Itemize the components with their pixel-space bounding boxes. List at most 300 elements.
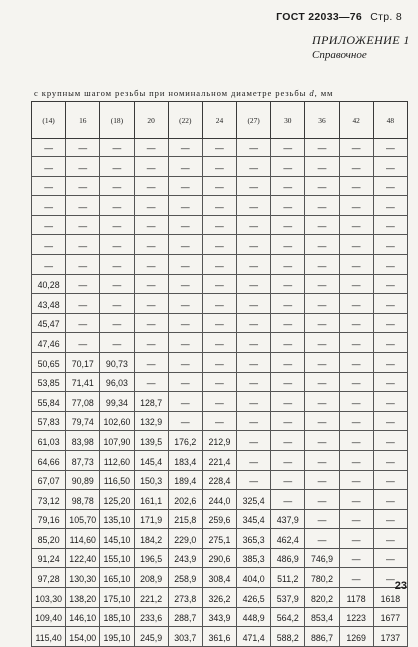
table-cell: 1269 (339, 627, 373, 647)
thread-data-table (31, 101, 408, 647)
table-cell: 145,4 (134, 450, 168, 470)
table-cell: — (305, 509, 339, 529)
table-row (32, 529, 408, 549)
page-number: 23 (394, 580, 407, 592)
table-cell: 326,2 (202, 588, 236, 608)
table-cell: — (32, 139, 66, 157)
table-cell: 215,8 (168, 509, 202, 529)
table-cell: — (66, 215, 100, 235)
table-cell: 184,2 (134, 529, 168, 549)
table-cell: 40,28 (32, 274, 66, 294)
table-cell: — (339, 431, 373, 451)
table-cell: — (339, 372, 373, 392)
caption-unit: , мм (314, 88, 334, 98)
table-cell: — (339, 509, 373, 529)
table-cell: — (339, 313, 373, 333)
table-cell: 176,2 (168, 431, 202, 451)
table-cell: 114,60 (66, 529, 100, 549)
table-cell: — (237, 392, 271, 412)
table-cell: — (305, 215, 339, 235)
table-cell: — (339, 548, 373, 568)
table-cell: — (66, 235, 100, 255)
table-cell: 1737 (373, 627, 407, 647)
column-header: (14) (32, 102, 66, 139)
table-cell: — (202, 235, 236, 255)
table-row (32, 588, 408, 608)
table-cell: — (373, 333, 407, 353)
table-cell: 175,10 (100, 588, 134, 608)
table-cell: 212,9 (202, 431, 236, 451)
table-cell: — (339, 294, 373, 314)
table-cell: 471,4 (237, 627, 271, 647)
table-cell: — (339, 411, 373, 431)
table-cell: — (339, 490, 373, 510)
appendix-heading (312, 33, 410, 61)
table-cell: 138,20 (66, 588, 100, 608)
table-cell: 746,9 (305, 548, 339, 568)
table-cell: — (202, 254, 236, 274)
table-cell: 96,03 (100, 372, 134, 392)
table-cell: 448,9 (237, 607, 271, 627)
table-cell: 185,10 (100, 607, 134, 627)
table-cell: — (100, 196, 134, 216)
table-cell: — (305, 313, 339, 333)
table-cell: 125,20 (100, 490, 134, 510)
table-cell: — (271, 490, 305, 510)
table-cell: — (100, 157, 134, 177)
table-cell: — (134, 333, 168, 353)
column-header: 42 (339, 102, 373, 139)
table-cell: 1223 (339, 607, 373, 627)
table-cell: — (305, 392, 339, 412)
table-cell: — (237, 352, 271, 372)
table-cell: 53,85 (32, 372, 66, 392)
table-row (32, 215, 408, 235)
appendix-title: ПРИЛОЖЕНИЕ 1 (312, 33, 410, 47)
table-cell: — (66, 333, 100, 353)
table-cell: 146,10 (66, 607, 100, 627)
table-cell: — (100, 333, 134, 353)
table-cell: — (100, 139, 134, 157)
table-cell: — (134, 196, 168, 216)
table-cell: — (168, 392, 202, 412)
table-cell: 128,7 (134, 392, 168, 412)
table-cell: — (66, 196, 100, 216)
table-cell: — (66, 157, 100, 177)
table-row (32, 313, 408, 333)
table-cell: 243,9 (168, 548, 202, 568)
table-cell: — (237, 450, 271, 470)
table-cell: — (373, 372, 407, 392)
table-cell: — (373, 215, 407, 235)
table-cell: — (66, 294, 100, 314)
table-cell: 97,28 (32, 568, 66, 588)
table-cell: 115,40 (32, 627, 66, 647)
table-cell: 109,40 (32, 607, 66, 627)
table-cell: 55,84 (32, 392, 66, 412)
table-cell: 98,78 (66, 490, 100, 510)
table-row (32, 490, 408, 510)
table-row (32, 411, 408, 431)
table-cell: — (134, 313, 168, 333)
table-cell: 130,30 (66, 568, 100, 588)
table-cell: 288,7 (168, 607, 202, 627)
table-cell: 385,3 (237, 548, 271, 568)
table-cell: 290,6 (202, 548, 236, 568)
table-cell: 564,2 (271, 607, 305, 627)
table-cell: 221,4 (202, 450, 236, 470)
table-row (32, 235, 408, 255)
table-cell: — (373, 176, 407, 196)
table-cell: 107,90 (100, 431, 134, 451)
table-cell: 122,40 (66, 548, 100, 568)
table-cell: — (271, 254, 305, 274)
table-cell: 61,03 (32, 431, 66, 451)
table-cell: 437,9 (271, 509, 305, 529)
caption-symbol: d (309, 88, 315, 98)
table-cell: — (271, 333, 305, 353)
table-cell: 189,4 (168, 470, 202, 490)
table-cell: — (339, 235, 373, 255)
table-cell: — (305, 176, 339, 196)
table-cell: — (100, 235, 134, 255)
table-cell: 105,70 (66, 509, 100, 529)
table-cell: — (373, 235, 407, 255)
table-cell: — (305, 274, 339, 294)
table-cell: — (271, 196, 305, 216)
table-cell: — (32, 176, 66, 196)
table-cell: — (168, 372, 202, 392)
table-cell: — (305, 490, 339, 510)
table-cell: — (202, 411, 236, 431)
table-cell: — (305, 470, 339, 490)
table-cell: 1178 (339, 588, 373, 608)
table-cell: — (32, 157, 66, 177)
table-cell: — (66, 176, 100, 196)
table-cell: — (237, 411, 271, 431)
table-cell: 87,73 (66, 450, 100, 470)
table-cell: — (373, 196, 407, 216)
page-label: Стр. 8 (370, 11, 402, 23)
table-cell: 99,34 (100, 392, 134, 412)
table-cell: 343,9 (202, 607, 236, 627)
table-cell: 83,98 (66, 431, 100, 451)
table-cell: — (32, 235, 66, 255)
table-cell: — (339, 157, 373, 177)
table-cell: 233,6 (134, 607, 168, 627)
table-cell: 228,4 (202, 470, 236, 490)
table-cell: — (373, 313, 407, 333)
table-cell: 45,47 (32, 313, 66, 333)
table-cell: 77,08 (66, 392, 100, 412)
table-cell: — (271, 139, 305, 157)
table-cell: 345,4 (237, 509, 271, 529)
table-cell: — (100, 274, 134, 294)
table-cell: — (237, 431, 271, 451)
table-cell: — (168, 196, 202, 216)
table-cell: 195,10 (100, 627, 134, 647)
table-cell: — (339, 215, 373, 235)
table-row (32, 254, 408, 274)
table-cell: — (373, 568, 407, 588)
table-cell: — (339, 254, 373, 274)
table-cell: — (202, 274, 236, 294)
table-cell: — (168, 411, 202, 431)
table-cell: 183,4 (168, 450, 202, 470)
table-cell: — (271, 294, 305, 314)
table-header-row (32, 102, 408, 139)
table-row (32, 333, 408, 353)
table-cell: — (339, 529, 373, 549)
table-cell: — (339, 176, 373, 196)
table-cell: — (134, 235, 168, 255)
table-row (32, 627, 408, 647)
table-cell: 154,00 (66, 627, 100, 647)
table-cell: — (373, 431, 407, 451)
table-cell: — (134, 372, 168, 392)
table-cell: — (168, 139, 202, 157)
table-cell: — (305, 139, 339, 157)
table-cell: — (339, 196, 373, 216)
table-cell: 820,2 (305, 588, 339, 608)
table-cell: — (134, 215, 168, 235)
table-cell: — (168, 254, 202, 274)
table-cell: — (202, 392, 236, 412)
table-cell: — (339, 470, 373, 490)
table-cell: — (237, 196, 271, 216)
table-cell: — (237, 157, 271, 177)
table-cell: — (168, 352, 202, 372)
table-cell: 91,24 (32, 548, 66, 568)
table-cell: 64,66 (32, 450, 66, 470)
table-cell: 208,9 (134, 568, 168, 588)
table-cell: — (134, 176, 168, 196)
table-cell: — (271, 450, 305, 470)
table-cell: 90,73 (100, 352, 134, 372)
table-cell: — (271, 352, 305, 372)
table-cell: 47,46 (32, 333, 66, 353)
table-cell: 165,10 (100, 568, 134, 588)
table-cell: — (237, 235, 271, 255)
table-cell: 259,6 (202, 509, 236, 529)
column-header: 20 (134, 102, 168, 139)
table-cell: 273,8 (168, 588, 202, 608)
table-cell: 258,9 (168, 568, 202, 588)
table-cell: — (373, 294, 407, 314)
table-cell: 145,10 (100, 529, 134, 549)
table-cell: — (373, 411, 407, 431)
table-cell: — (237, 176, 271, 196)
table-cell: 244,0 (202, 490, 236, 510)
table-cell: — (237, 254, 271, 274)
table-cell: 426,5 (237, 588, 271, 608)
table-cell: — (271, 215, 305, 235)
table-cell: — (305, 235, 339, 255)
table-cell: 70,17 (66, 352, 100, 372)
table-cell: — (271, 411, 305, 431)
appendix-subtitle: Справочное (312, 49, 367, 61)
table-row (32, 392, 408, 412)
table-cell: — (271, 235, 305, 255)
table-cell: — (373, 548, 407, 568)
table-cell: — (373, 254, 407, 274)
table-cell: 79,74 (66, 411, 100, 431)
table-row (32, 294, 408, 314)
table-cell: — (271, 431, 305, 451)
table-row (32, 450, 408, 470)
table-cell: — (339, 352, 373, 372)
table-cell: — (271, 372, 305, 392)
table-cell: — (100, 294, 134, 314)
table-cell: — (168, 215, 202, 235)
table-cell: — (237, 139, 271, 157)
table-cell: — (237, 294, 271, 314)
column-header: (18) (100, 102, 134, 139)
column-header: 36 (305, 102, 339, 139)
table-cell: — (305, 450, 339, 470)
table-cell: — (271, 392, 305, 412)
table-cell: — (305, 411, 339, 431)
table-cell: — (202, 139, 236, 157)
table-cell: — (305, 254, 339, 274)
table-cell: — (168, 313, 202, 333)
table-cell: — (339, 333, 373, 353)
table-cell: 102,60 (100, 411, 134, 431)
table-cell: — (134, 157, 168, 177)
table-cell: — (168, 274, 202, 294)
table-cell: 73,12 (32, 490, 66, 510)
table-caption (34, 88, 333, 98)
table-cell: 139,5 (134, 431, 168, 451)
table-row (32, 139, 408, 157)
table-cell: 1677 (373, 607, 407, 627)
table-cell: — (202, 176, 236, 196)
table-cell: — (134, 352, 168, 372)
table-cell: — (168, 176, 202, 196)
table-cell: 71,41 (66, 372, 100, 392)
table-cell: 202,6 (168, 490, 202, 510)
table-cell: — (202, 313, 236, 333)
table-cell: 43,48 (32, 294, 66, 314)
table-cell: — (66, 313, 100, 333)
table-cell: — (271, 470, 305, 490)
table-cell: — (202, 215, 236, 235)
table-cell: — (373, 509, 407, 529)
table-cell: — (237, 333, 271, 353)
table-row (32, 196, 408, 216)
table-cell: — (168, 333, 202, 353)
table-cell: 229,0 (168, 529, 202, 549)
column-header: (27) (237, 102, 271, 139)
table-cell: — (168, 235, 202, 255)
table-cell: 325,4 (237, 490, 271, 510)
table-cell: 103,30 (32, 588, 66, 608)
table-row (32, 274, 408, 294)
table-cell: 511,2 (271, 568, 305, 588)
table-cell: — (373, 139, 407, 157)
table-cell: 155,10 (100, 548, 134, 568)
column-header: (22) (168, 102, 202, 139)
table-cell: — (134, 294, 168, 314)
table-cell: 537,9 (271, 588, 305, 608)
table-cell: — (339, 274, 373, 294)
table-cell: — (32, 196, 66, 216)
table-cell: — (202, 333, 236, 353)
table-cell: 50,65 (32, 352, 66, 372)
table-row (32, 372, 408, 392)
table-cell: — (237, 215, 271, 235)
table-cell: — (305, 431, 339, 451)
page-header (276, 11, 402, 23)
table-cell: 886,7 (305, 627, 339, 647)
table-cell: — (134, 274, 168, 294)
table-cell: 196,5 (134, 548, 168, 568)
table-cell: 221,2 (134, 588, 168, 608)
table-cell: — (66, 274, 100, 294)
table-cell: — (305, 333, 339, 353)
table-cell: — (339, 450, 373, 470)
table-cell: — (373, 529, 407, 549)
table-cell: — (305, 157, 339, 177)
table-cell: 85,20 (32, 529, 66, 549)
table-cell: — (305, 294, 339, 314)
table-cell: 161,1 (134, 490, 168, 510)
table-cell: 79,16 (32, 509, 66, 529)
table-cell: 853,4 (305, 607, 339, 627)
table-cell: 57,83 (32, 411, 66, 431)
table-cell: 245,9 (134, 627, 168, 647)
table-cell: — (373, 352, 407, 372)
table-cell: — (373, 470, 407, 490)
table-row (32, 431, 408, 451)
table-cell: — (305, 352, 339, 372)
table-cell: — (100, 313, 134, 333)
column-header: 16 (66, 102, 100, 139)
table-cell: — (202, 352, 236, 372)
table-cell: — (237, 372, 271, 392)
table-cell: 135,10 (100, 509, 134, 529)
table-cell: — (305, 196, 339, 216)
table-cell: 1618 (373, 588, 407, 608)
table-row (32, 470, 408, 490)
column-header: 48 (373, 102, 407, 139)
table-cell: — (339, 568, 373, 588)
table-cell: — (100, 176, 134, 196)
table-cell: — (373, 157, 407, 177)
table-cell: — (305, 372, 339, 392)
table-cell: — (305, 529, 339, 549)
table-cell: 588,2 (271, 627, 305, 647)
table-cell: — (373, 274, 407, 294)
table-cell: 150,3 (134, 470, 168, 490)
table-cell: — (32, 254, 66, 274)
table-cell: — (100, 215, 134, 235)
table-cell: 361,6 (202, 627, 236, 647)
table-cell: — (373, 392, 407, 412)
table-cell: — (271, 313, 305, 333)
table-cell: — (202, 372, 236, 392)
table-cell: — (271, 274, 305, 294)
table-cell: 462,4 (271, 529, 305, 549)
table-cell: 90,89 (66, 470, 100, 490)
table-cell: 112,60 (100, 450, 134, 470)
table-cell: — (373, 450, 407, 470)
table-cell: — (339, 392, 373, 412)
table-cell: 303,7 (168, 627, 202, 647)
table-cell: — (168, 294, 202, 314)
caption-text: с крупным шагом резьбы при номинальном диаметре резьбы (34, 88, 307, 98)
table-row (32, 352, 408, 372)
